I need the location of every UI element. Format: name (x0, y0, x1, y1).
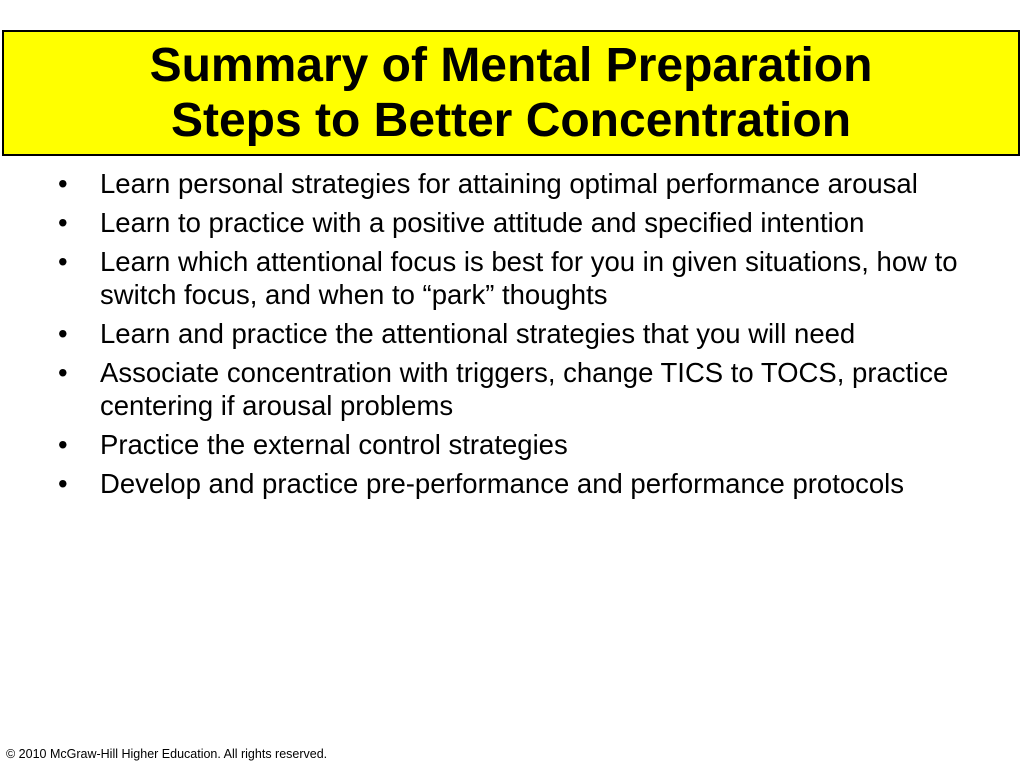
bullet-item-6 (58, 428, 978, 461)
copyright-footer: © 2010 McGraw-Hill Higher Education. All rights reserved. (6, 747, 328, 761)
bullet-item-1 (58, 167, 978, 200)
bullet-text-3: Learn which attentional focus is best for you in given situations, how to switch focus, and when to “park” thoughts (100, 246, 958, 310)
bullet-item-7 (58, 467, 978, 500)
bullet-text-6: Practice the external control strategies (100, 429, 568, 460)
bullet-text-2: Learn to practice with a positive attitude and specified intention (100, 207, 865, 238)
bullet-item-2 (58, 206, 978, 239)
bullet-dot-icon: • (58, 468, 68, 499)
bullet-item-3 (58, 245, 978, 311)
bullet-list (58, 167, 978, 506)
bullet-dot-icon: • (58, 318, 68, 349)
bullet-dot-icon: • (58, 429, 68, 460)
title-banner (2, 30, 1020, 156)
bullet-dot-icon: • (58, 357, 68, 388)
bullet-text-1: Learn personal strategies for attaining optimal performance arousal (100, 168, 918, 199)
bullet-item-5 (58, 356, 978, 422)
slide-title (150, 38, 873, 148)
slide-title-line-1: Summary of Mental Preparation (149, 39, 873, 92)
bullet-item-4 (58, 317, 978, 350)
bullet-text-7: Develop and practice pre-performance and performance protocols (100, 468, 905, 499)
slide-title-line-2: Steps to Better Concentration (170, 94, 852, 147)
bullet-dot-icon: • (58, 207, 68, 238)
bullet-dot-icon: • (58, 168, 68, 199)
bullet-text-4: Learn and practice the attentional strategies that you will need (100, 318, 856, 349)
bullet-text-5: Associate concentration with triggers, change TICS to TOCS, practice centering if arousal problems (100, 357, 949, 421)
bullet-dot-icon: • (58, 246, 68, 277)
